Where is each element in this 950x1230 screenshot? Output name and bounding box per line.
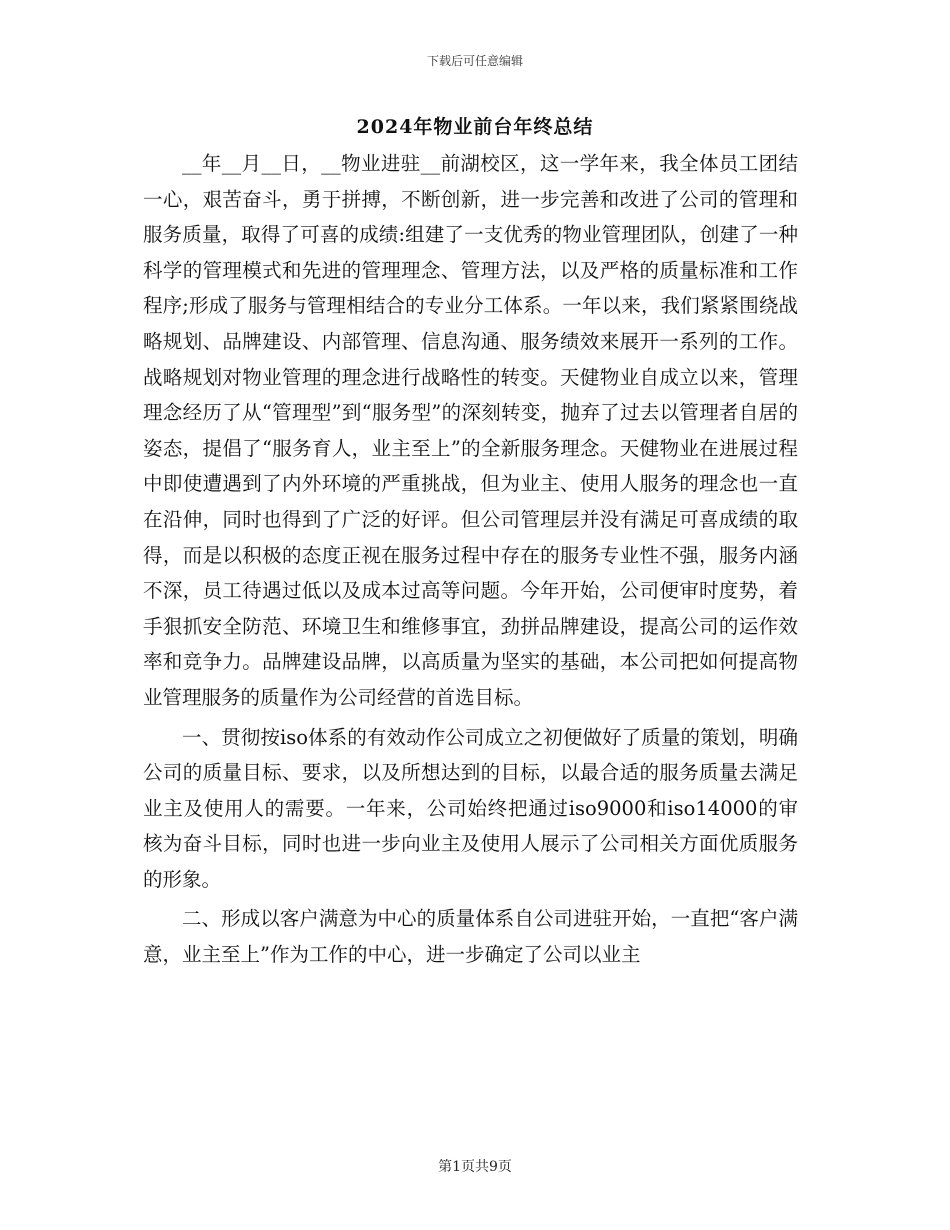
paragraph-intro: __年__月__日，__物业进驻__前湖校区，这一学年来，我全体员工团结一心，艰苦奋斗，勇于拼搏，不断创新，进一步完善和改进了公司的管理和服务质量，取得了可喜的成绩:组建了一支优秀的物业管理团队，创建了一种科学的管理模式和先进的管理理念、管理方法，以及严格的质量标准和工作程序;形成了服务与管理相结合的专业分工体系。一年以来，我们紧紧围绕战略规划、品牌建设、内部管理、信息沟通、服务绩效来展开一系列的工作。战略规划对物业管理的理念进行战略性的转变。天健物业自成立以来，管理理念经历了从“管理型”到“服务型”的深刻转变，抛弃了过去以管理者自居的姿态，提倡了“服务育人，业主至上”的全新服务理念。天健物业在进展过程中即使遭遇到了内外环境的严重挑战，但为业主、使用人服务的理念也一直在沿伸，同时也得到了广泛的好评。但公司管理层并没有满足可喜成绩的取得，而是以积极的态度正视在服务过程中存在的服务专业性不强，服务内涵不深，员工待遇过低以及成本过高等问题。今年开始，公司便审时度势，着手狠抓安全防范、环境卫生和维修事宜，劲拼品牌建设，提高公司的运作效率和竞争力。品牌建设品牌，以高质量为坚实的基础，本公司把如何提高物业管理服务的质量作为公司经营的首选目标。 bbox=[143, 152, 798, 709]
paragraph-customer-satisfaction: 二、形成以客户满意为中心的质量体系自公司进驻开始，一直把“客户满意，业主至上”作为工作的中心，进一步确定了公司以业主 bbox=[143, 907, 798, 967]
document-body bbox=[143, 146, 798, 973]
document-title: 2024年物业前台年终总结 bbox=[356, 116, 594, 138]
page-number: 第1页共9页 bbox=[438, 1159, 512, 1175]
paragraph-iso-system: 一、贯彻按iso体系的有效动作公司成立之初便做好了质量的策划，明确公司的质量目标、要求，以及所想达到的目标，以最合适的服务质量去满足业主及使用人的需要。一年来，公司始终把通过iso9000和iso14000的审核为奋斗目标，同时也进一步向业主及使用人展示了公司相关方面优质服务的形象。 bbox=[143, 725, 798, 891]
header-note: 下载后可任意编辑 bbox=[426, 54, 523, 68]
